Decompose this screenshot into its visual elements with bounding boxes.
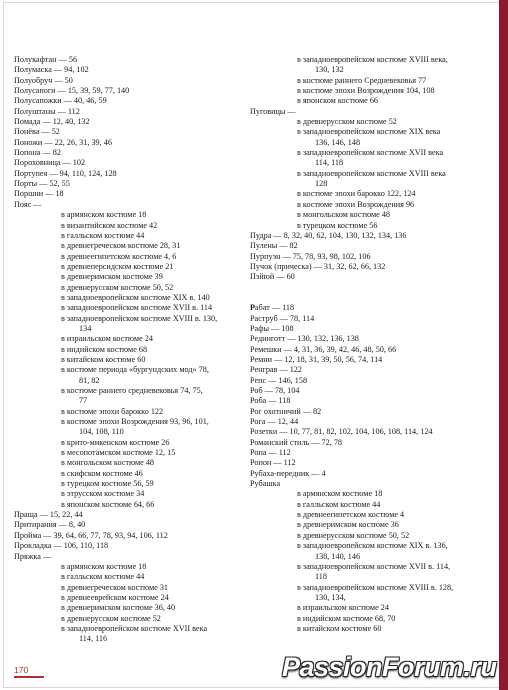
index-subentry: в этрусском костюме 34 <box>61 489 145 499</box>
index-subentry: в древнерусском костюме 50, 52 <box>297 530 410 540</box>
index-subentry: в византийском костюме 42 <box>61 220 158 230</box>
index-gap <box>250 293 482 303</box>
index-subentry: в месопотамском костюме 12, 15 <box>61 448 176 458</box>
index-entry: Роба — 118 <box>250 396 291 406</box>
index-entry: Пояс — <box>14 199 42 209</box>
index-entry: Помада — 12, 40, 132 <box>14 117 90 127</box>
index-entry: Полукафтан — 56 <box>14 55 78 64</box>
index-subentry: 130, 132 <box>315 65 344 75</box>
watermark-logo: PassionForum.ru <box>282 652 497 682</box>
index-entry: Полумаска — 94, 102 <box>14 65 89 75</box>
index-entry: Понёва — 52 <box>14 127 60 137</box>
index-subentry: в галльском костюме 44 <box>61 230 145 240</box>
index-gap <box>250 283 482 293</box>
index-subentry: в костюме эпохи Возрождения 104, 108 <box>297 86 435 96</box>
index-subentry: в древнеримском костюме 36, 40 <box>61 603 176 613</box>
page-number-rule <box>14 676 44 678</box>
page-number: 170 <box>14 665 29 675</box>
index-subentry: в турецком костюме 56 <box>297 220 378 230</box>
index-entry: Полуштаны — 112 <box>14 106 80 116</box>
index-subentry: 134 <box>79 323 92 333</box>
index-subentry: в монгольском костюме 48 <box>297 210 391 220</box>
index-subentry: в древнеегипетском костюме 4, 6 <box>61 251 177 261</box>
index-subentry: 77 <box>79 396 88 406</box>
index-entry: Ремни — 12, 18, 31, 39, 50, 56, 74, 114 <box>250 354 383 364</box>
index-entry: Пуговицы — <box>250 106 296 116</box>
index-subentry: 138, 140, 146 <box>315 551 361 561</box>
index-subentry: 104, 108, 110 <box>79 427 124 437</box>
index-subentry: в костюме раннего средневековья 74, 75, <box>61 386 203 395</box>
index-subentry: в костюме эпохи Возрождения 96 <box>297 199 415 209</box>
index-subentry: в древнерусском костюме 52 <box>61 613 161 623</box>
index-entry: Ренграв — 122 <box>250 365 302 375</box>
index-entry: Попона — 82 <box>14 148 61 158</box>
index-subentry: в древнегреческом костюме 28, 31 <box>61 241 181 251</box>
index-entry: Пулены — 82 <box>250 241 298 251</box>
index-subentry: в древнеперсидском костюме 21 <box>61 261 174 271</box>
index-subentry: в западноевропейском костюме XVIII в. 128, <box>297 582 454 592</box>
index-subentry: в древнегреческом костюме 31 <box>61 582 169 592</box>
index-subentry: в костюме эпохи Возрождения 93, 96, 101, <box>61 417 209 427</box>
index-subentry: в западноевропейском костюме XIX века <box>297 127 441 137</box>
index-entry: Рабат — 118 <box>250 303 295 313</box>
index-subentry: в японском костюме 66 <box>297 96 379 106</box>
index-column-right <box>250 55 482 634</box>
index-subentry: в костюме эпохи барокко 122, 124 <box>297 189 416 199</box>
index-entry: Рубаха-передник — 4 <box>250 468 326 478</box>
index-subentry: в костюме эпохи барокко 122 <box>61 406 164 416</box>
index-subentry: в западноевропейском костюме XIX в. 136, <box>297 541 448 551</box>
index-entry: Полусапоги — 15, 39, 59, 77, 140 <box>14 86 130 96</box>
index-entry: Полуобруч — 50 <box>14 75 73 85</box>
index-subentry: в западноевропейском костюме XVII в. 114 <box>61 303 213 313</box>
index-entry: Рога — 12, 44 <box>250 417 299 427</box>
index-entry: Пороховница — 102 <box>14 158 86 168</box>
index-subentry: в костюме периода «бургундских мод» 78, <box>61 365 209 375</box>
index-subentry: в галльском костюме 44 <box>297 499 381 509</box>
index-subentry: в японском костюме 64, 66 <box>61 499 155 509</box>
index-subentry: в древнеримском костюме 39 <box>61 272 163 282</box>
index-subentry: в западноевропейском костюме XVII века <box>297 148 444 158</box>
index-subentry: 130, 134, <box>315 592 346 602</box>
index-subentry: в древнеегипетском костюме 4 <box>297 510 405 520</box>
index-entry: Пучок (прическа) — 31, 32, 62, 66, 132 <box>250 261 386 271</box>
index-subentry: 114, 118 <box>315 158 344 168</box>
index-entry: Рафы — 108 <box>250 323 294 333</box>
index-subentry: в крито-микенском костюме 26 <box>61 437 170 447</box>
index-entry: Рубашка <box>250 479 281 489</box>
index-subentry: 81, 82 <box>79 375 100 385</box>
index-subentry: в древнееврейском костюме 24 <box>61 592 169 602</box>
index-entry: Притирания — 8, 40 <box>14 520 86 530</box>
index-entry: Репс — 146, 158 <box>250 375 308 385</box>
index-entry: Ремешки — 4, 31, 36, 39, 42, 46, 48, 50, 66 <box>250 344 397 354</box>
index-entry: Пряжка — <box>14 551 52 561</box>
index-entry: Праща — 15, 22, 44 <box>14 510 83 520</box>
index-subentry: в западноевропейском костюме XIX в. 140 <box>61 292 210 302</box>
index-entry: Ропа — 112 <box>250 448 291 458</box>
index-subentry: 136, 146, 148 <box>315 137 361 147</box>
index-subentry: в древнерусском костюме 52 <box>297 117 397 127</box>
index-entry: Пудра — 8, 32, 40, 62, 104, 130, 132, 134, 136 <box>250 230 407 240</box>
index-entry: Роб — 78, 104 <box>250 386 300 395</box>
index-column-left <box>14 55 246 645</box>
index-subentry: в индийском костюме 68 <box>61 344 148 354</box>
index-subentry: 118 <box>315 572 327 582</box>
index-entry: Рединготт — 130, 132, 136, 138 <box>250 334 359 344</box>
index-subentry: в китайском костюме 60 <box>297 623 382 633</box>
index-entry: Портупея — 94, 110, 124, 128 <box>14 168 117 178</box>
index-subentry: в армянском костюме 18 <box>297 489 383 499</box>
index-entry: Пэйюй — 60 <box>250 272 295 282</box>
index-entry: Розетки — 10, 77, 81, 82, 102, 104, 106, 108, 114, 124 <box>250 427 433 437</box>
index-subentry: в древнерусском костюме 50, 52 <box>61 282 174 292</box>
index-subentry: в скифском костюме 46 <box>61 468 143 478</box>
index-subentry: в армянском костюме 18 <box>61 210 147 220</box>
index-subentry: в западноевропейском костюме XVIII века, <box>297 55 448 64</box>
index-entry: Пройма — 39, 64, 66, 77, 78, 93, 94, 106, 112 <box>14 530 168 540</box>
index-entry: Раструб — 78, 114 <box>250 313 315 323</box>
index-subentry: 128 <box>315 179 328 189</box>
index-subentry: в западноевропейском костюме XVIII в. 130, <box>61 313 218 323</box>
index-entry: Пурпуэн — 75, 78, 93, 98, 102, 106 <box>250 251 371 261</box>
index-subentry: в китайском костюме 60 <box>61 354 146 364</box>
index-subentry: в древнеримском костюме 36 <box>297 520 399 530</box>
index-subentry: в западноевропейском костюме XVIII века <box>297 168 446 178</box>
index-subentry: в армянском костюме 18 <box>61 561 147 571</box>
index-entry: Поножи — 22, 26, 31, 39, 46 <box>14 137 112 147</box>
index-subentry: в монгольском костюме 48 <box>61 458 155 468</box>
index-subentry: в западноевропейском костюме XVII века <box>61 623 208 633</box>
index-entry: Прокладка — 106, 110, 118 <box>14 541 109 551</box>
index-entry: Порты — 52, 55 <box>14 179 70 189</box>
index-entry: Ропон — 112 <box>250 458 296 468</box>
index-entry: Романский стиль — 72, 78 <box>250 437 343 447</box>
index-subentry: в галльском костюме 44 <box>61 572 145 582</box>
index-subentry: в турецком костюме 56, 59 <box>61 479 154 489</box>
index-subentry: в израильском костюме 24 <box>61 334 153 344</box>
index-subentry: в индийском костюме 68, 70 <box>297 613 396 623</box>
index-subentry: 114, 116 <box>79 634 108 644</box>
index-subentry: в израильском костюме 24 <box>297 603 389 613</box>
index-subentry: в костюме раннего Средневековья 77 <box>297 75 427 85</box>
index-entry: Полусапожки — 40, 46, 59 <box>14 96 107 106</box>
index-subentry: в западноевропейском костюме XVII в. 114, <box>297 561 451 571</box>
index-entry: Поршни — 18 <box>14 189 64 199</box>
index-entry: Рог охотничий — 82 <box>250 406 322 416</box>
page-edge-bar <box>499 0 508 690</box>
